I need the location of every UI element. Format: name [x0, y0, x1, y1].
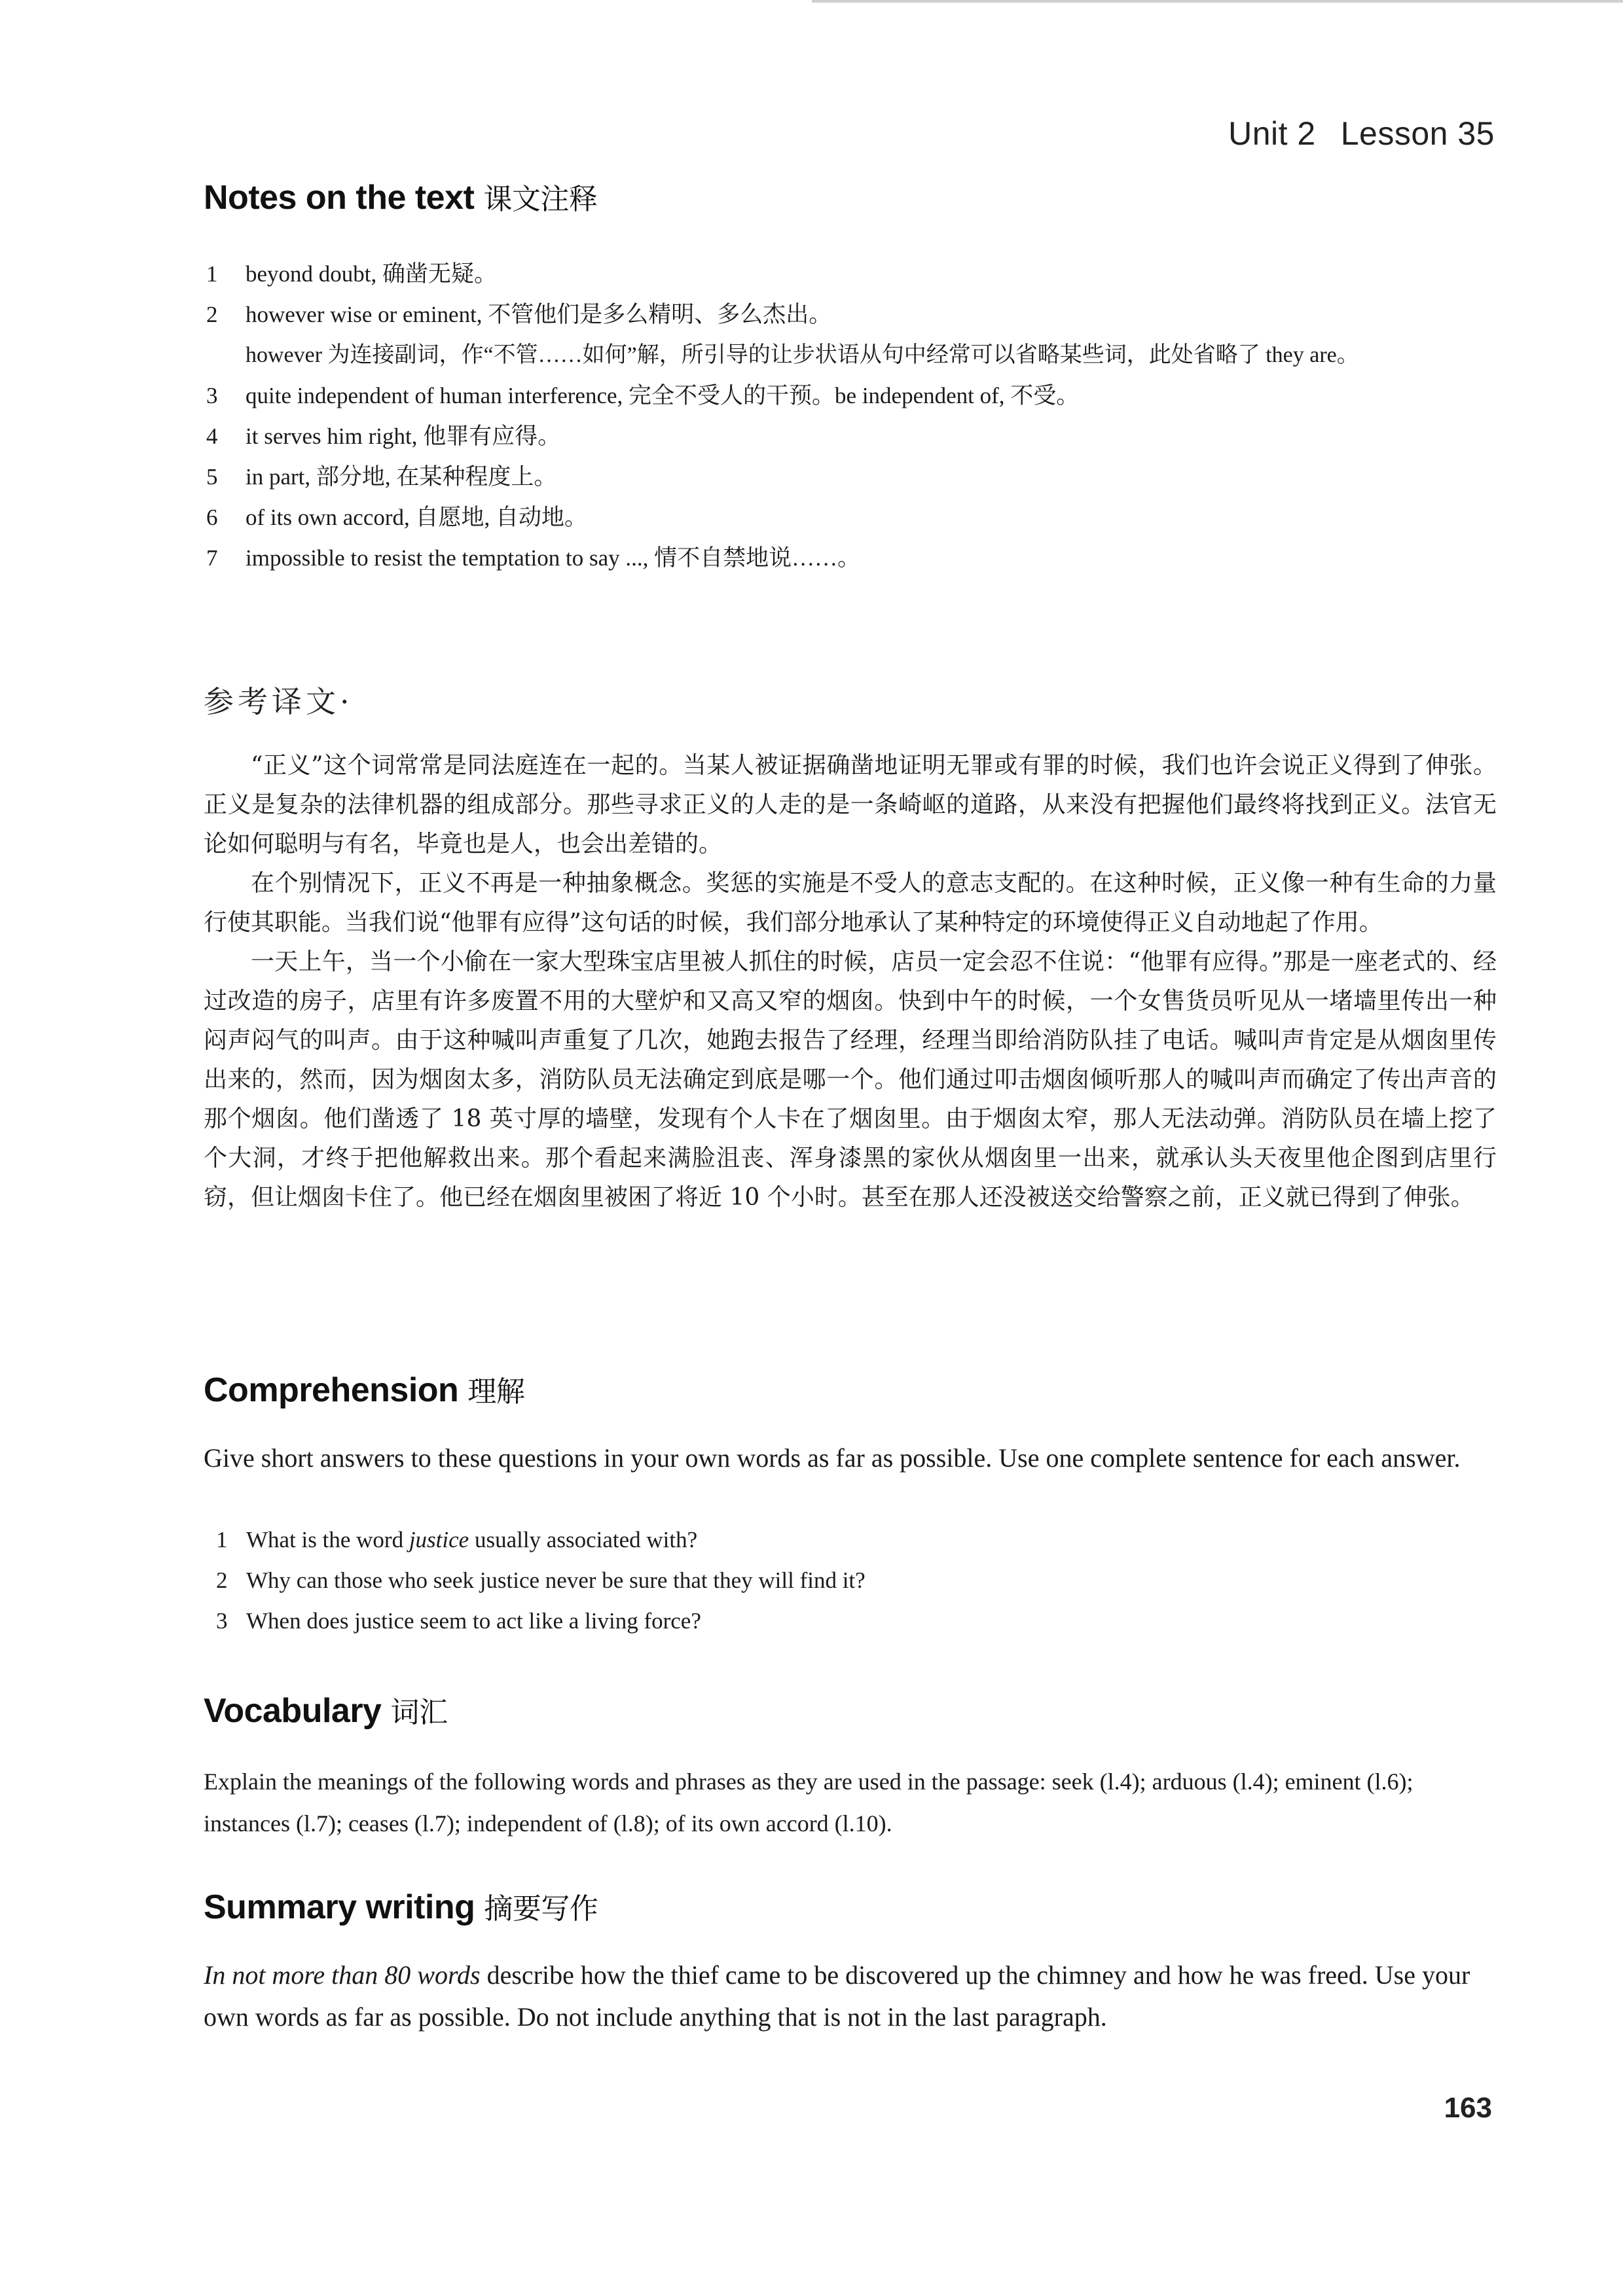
page-number: 163	[1444, 2092, 1492, 2124]
translation-paragraph: “正义”这个词常常是同法庭连在一起的。当某人被证据确凿地证明无罪或有罪的时候，我们也许会说正义得到了伸张。正义是复杂的法律机器的组成部分。那些寻求正义的人走的是一条崎岖的道路，从来没有把握他们最终将找到正义。法官无论如何聪明与有名，毕竟也是人，也会出差错的。	[204, 752, 1497, 857]
question-keyword: justice	[409, 1527, 469, 1552]
notes-heading-en: Notes on the text	[204, 179, 475, 217]
question-list	[216, 1520, 1460, 1641]
note-text: it serves him right, 他罪有应得。	[246, 423, 561, 449]
vocabulary-heading-en: Vocabulary	[204, 1692, 382, 1730]
vocabulary-heading	[204, 1689, 447, 1731]
summary-heading-en: Summary writing	[204, 1888, 475, 1926]
note-text: quite independent of human interference, 完全不受人的干预。be independent of, 不受。	[246, 383, 1080, 408]
running-head	[1228, 115, 1495, 152]
question-text-start: What is the word	[246, 1527, 409, 1552]
note-explanation: however 为连接副词，作“不管……如何”解，所引导的让步状语从句中经常可以省略某些词，此处省略了 they are。	[246, 343, 1359, 367]
notes-heading-cn: 课文注释	[483, 183, 598, 216]
question-number: 1	[216, 1527, 228, 1552]
question-text: Why can those who seek justice never be sure that they will find it?	[246, 1568, 866, 1593]
question-number: 3	[216, 1608, 228, 1634]
note-item	[206, 538, 1496, 579]
note-text: in part, 部分地, 在某种程度上。	[246, 464, 557, 490]
note-text: beyond doubt, 确凿无疑。	[246, 261, 498, 287]
unit-label: Unit 2	[1228, 115, 1316, 152]
note-item	[206, 254, 1496, 295]
comprehension-instruction: Give short answers to these questions in your own words as far as possible. Use one complete sentence for each answer.	[204, 1443, 1461, 1473]
question-item	[216, 1601, 1460, 1641]
summary-word-limit: In not more than 80 words	[204, 1960, 481, 1990]
notes-heading	[204, 175, 597, 217]
question-item	[216, 1520, 1460, 1560]
question-item	[216, 1560, 1460, 1601]
question-number: 2	[216, 1568, 228, 1593]
question-text-end: usually associated with?	[469, 1527, 698, 1552]
summary-instruction	[204, 1954, 1497, 2038]
note-item	[206, 295, 1496, 376]
note-number: 3	[206, 383, 218, 408]
comprehension-heading-cn: 理解	[467, 1375, 525, 1408]
translation-heading: 参考译文·	[204, 684, 354, 719]
note-item	[206, 376, 1496, 416]
top-rule	[812, 0, 1623, 3]
note-item	[206, 497, 1496, 538]
note-number: 5	[206, 464, 218, 490]
summary-heading-cn: 摘要写作	[484, 1892, 598, 1926]
vocabulary-instruction: Explain the meanings of the following words and phrases as they are used in the passage: seek (l.4); arduous (l.4); eminent (l.6); instances (l.7); ceases (l.7); independent of (l.8); of its own accord (l.10).	[204, 1768, 1413, 1837]
note-text: of its own accord, 自愿地, 自动地。	[246, 505, 588, 530]
note-item	[206, 457, 1496, 497]
translation-paragraph: 在个别情况下，正义不再是一种抽象概念。奖惩的实施是不受人的意志支配的。在这种时候，正义像一种有生命的力量行使其职能。当我们说“他罪有应得”这句话的时候，我们部分地承认了某种特定的环境使得正义自动地起了作用。	[204, 870, 1497, 936]
note-item	[206, 416, 1496, 457]
note-number: 2	[206, 302, 218, 327]
translation-body	[204, 746, 1497, 1217]
summary-heading	[204, 1885, 598, 1927]
note-number: 7	[206, 545, 218, 571]
question-text: When does justice seem to act like a living force?	[246, 1608, 701, 1634]
note-text: however wise or eminent, 不管他们是多么精明、多么杰出。	[246, 302, 832, 327]
note-number: 4	[206, 423, 218, 449]
vocabulary-heading-cn: 词汇	[390, 1696, 448, 1729]
comprehension-heading-en: Comprehension	[204, 1371, 459, 1409]
comprehension-heading	[204, 1368, 524, 1410]
translation-paragraph: 一天上午，当一个小偷在一家大型珠宝店里被人抓住的时候，店员一定会忍不住说：“他罪有应得。”那是一座老式的、经过改造的房子，店里有许多废置不用的大壁炉和又高又窄的烟囱。快到中午的时候，一个女售货员听见从一堵墙里传出一种闷声闷气的叫声。由于这种喊叫声重复了几次，她跑去报告了经理，经理当即给消防队挂了电话。喊叫声肯定是从烟囱里传出来的，然而，因为烟囱太多，消防队员无法确定到底是哪一个。他们通过叩击烟囱倾听那人的喊叫声而确定了传出声音的那个烟囱。他们凿透了 18 英寸厚的墙壁，发现有个人卡在了烟囱里。由于烟囱太窄，那人无法动弹。消防队员在墙上挖了个大洞，才终于把他解救出来。那个看起来满脸沮丧、浑身漆黑的家伙从烟囱里一出来，就承认头天夜里他企图到店里行窃，但让烟囱卡住了。他已经在烟囱里被困了将近 10 个小时。甚至在那人还没被送交给警察之前，正义就已得到了伸张。	[204, 948, 1497, 1211]
note-number: 1	[206, 261, 218, 287]
note-text: impossible to resist the temptation to say ..., 情不自禁地说……。	[246, 545, 861, 571]
lesson-label: Lesson 35	[1340, 115, 1495, 152]
notes-list	[206, 254, 1496, 579]
summary-instruction-text: describe how the thief came to be discovered up the chimney and how he was freed. Use your own words as far as possible. Do not include anything that is not in the last paragraph.	[204, 1960, 1470, 2032]
note-number: 6	[206, 505, 218, 530]
